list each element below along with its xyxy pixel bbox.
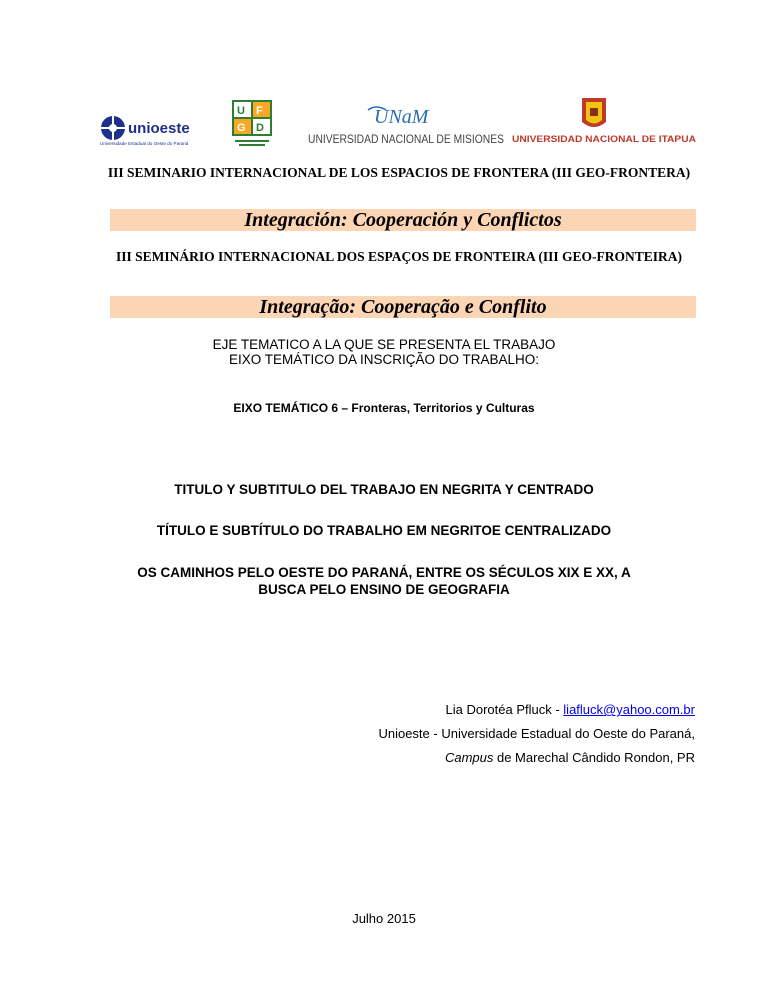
svg-text:G: G bbox=[237, 122, 246, 134]
seminar-title-es: III SEMINARIO INTERNACIONAL DE LOS ESPACIOS DE FRONTERA (III GEO-FRONTERA) bbox=[107, 165, 691, 180]
campus-word: Campus bbox=[444, 750, 494, 765]
document-date: Julho 2015 bbox=[352, 911, 416, 926]
author-institution: Unioeste - Universidade Estadual do Oeste do Paraná, bbox=[378, 726, 695, 741]
author-campus bbox=[445, 750, 695, 765]
itapua-logo bbox=[512, 96, 698, 148]
unam-logo bbox=[306, 102, 506, 148]
selected-axis: EIXO TEMÁTICO 6 – Fronteras, Territorios y Culturas bbox=[233, 401, 535, 415]
unam-short: UNaM bbox=[374, 106, 429, 128]
unioeste-wordmark: unioeste bbox=[128, 120, 190, 137]
axis-line-pt: EIXO TEMÁTICO DA INSCRIÇÃO DO TRABALHO: bbox=[228, 352, 540, 367]
seminar-title-pt: III SEMINÁRIO INTERNACIONAL DOS ESPAÇOS DE FRONTEIRA (III GEO-FRONTEIRA) bbox=[115, 249, 683, 264]
unam-emblem-icon bbox=[306, 102, 506, 148]
author-email-link[interactable]: liafluck@yahoo.com.br bbox=[563, 702, 695, 717]
ufgd-logo bbox=[232, 100, 272, 148]
author-name: Lia Dorotéa Pfluck - bbox=[445, 702, 564, 717]
unioeste-subtitle: Universidade Estadual do Oeste do Paraná bbox=[100, 141, 189, 146]
svg-text:F: F bbox=[256, 105, 263, 117]
ufgd-emblem-icon bbox=[232, 100, 272, 148]
campus-location: de Marechal Cândido Rondon, PR bbox=[493, 750, 695, 765]
instruction-title-pt: TÍTULO E SUBTÍTULO DO TRABALHO EM NEGRITOE CENTRALIZADO bbox=[156, 523, 612, 538]
paper-title: OS CAMINHOS PELO OESTE DO PARANÁ, ENTRE OS SÉCULOS XIX E XX, A BUSCA PELO ENSINO DE GEOGRAFIA bbox=[137, 565, 631, 597]
theme-banner-es: Integración: Cooperación y Conflictos bbox=[110, 209, 696, 231]
svg-text:D: D bbox=[256, 122, 264, 134]
itapua-crest-icon bbox=[512, 96, 698, 148]
svg-text:U: U bbox=[237, 105, 245, 117]
unioeste-logo bbox=[98, 114, 193, 148]
itapua-name: UNIVERSIDAD NACIONAL DE ITAPUA bbox=[512, 134, 697, 144]
instruction-title-es: TITULO Y SUBTITULO DEL TRABAJO EN NEGRITA Y CENTRADO bbox=[174, 482, 594, 497]
axis-line-es: EJE TEMATICO A LA QUE SE PRESENTA EL TRABAJO bbox=[212, 337, 556, 352]
author-line bbox=[446, 702, 695, 717]
unioeste-emblem-icon bbox=[98, 114, 193, 148]
theme-banner-pt: Integração: Cooperação e Conflito bbox=[110, 296, 696, 318]
unam-name: UNIVERSIDAD NACIONAL DE MISIONES bbox=[308, 134, 505, 146]
